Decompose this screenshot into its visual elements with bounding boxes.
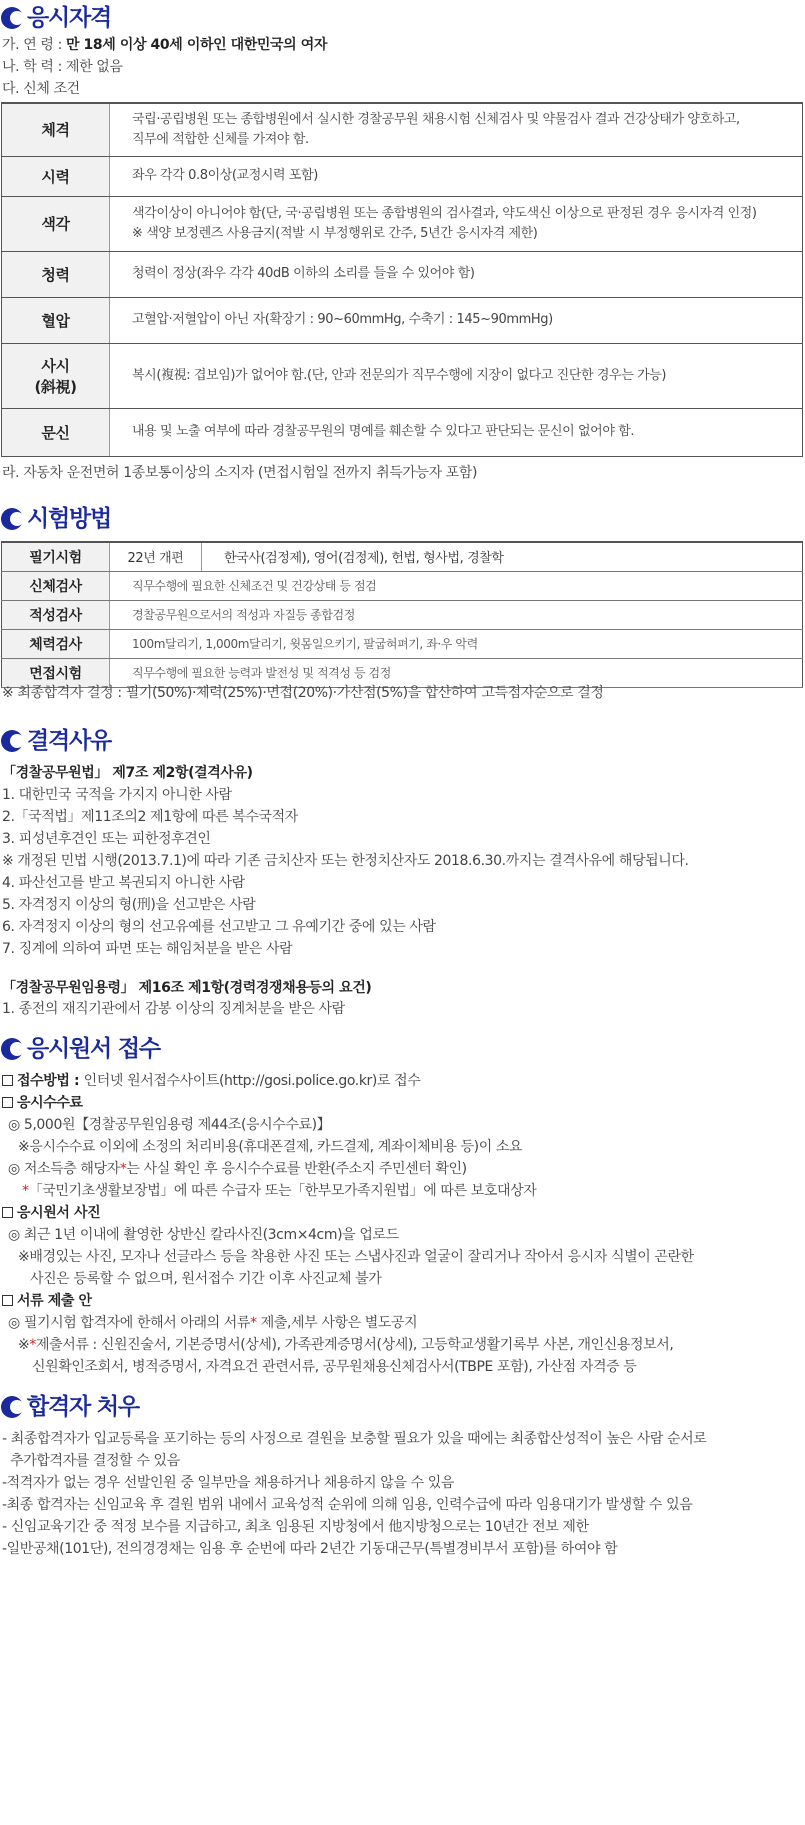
photo-line: 사진은 등록할 수 없으며, 원서접수 기간 이후 사진교체 불가 [30,1271,382,1287]
table-row [2,297,803,343]
treatment-section [0,1393,805,1421]
section-title: 시험방법 [27,506,112,532]
section-bullet-icon [1,1038,23,1060]
checkbox-square-icon [2,1075,13,1086]
fee-heading: 응시수수료 [2,1093,83,1113]
docs-heading: 서류 제출 안 [2,1291,92,1311]
law-heading: 「경찰공무원임용령」 제16조 제1항(경력경쟁채용등의 요건) [2,980,372,996]
checkbox-square-icon [2,1097,13,1108]
table-row [2,600,803,629]
row-value: 복시(複視: 겹보임)가 없어야 함.(단, 안과 전문의가 직무수행에 지장이 없다고 진단한 경우는 가능) [110,343,803,408]
exam-method-table [1,541,803,688]
treatment-header [0,1393,805,1421]
photo-line: ※배경있는 사진, 모자나 선글라스 등을 착용한 사진 또는 스냅사진과 얼굴이 잘리거나 작아서 응시자 식별이 곤란한 [18,1249,694,1265]
row-key: 신체검사 [2,571,110,600]
fee-line: ◎ 5,000원【경찰공무원임용령 제44조(응시수수료)】 [8,1117,331,1133]
list-item: -최종 합격자는 신임교육 후 결원 범위 내에서 교육성적 순위에 의해 임용, 인력수급에 따라 임용대기가 발생할 수 있음 [2,1497,693,1513]
row-value: 내용 및 노출 여부에 따라 경찰공무원의 명예를 훼손할 수 있다고 판단되는 문신이 없어야 함. [110,408,803,456]
list-item: 7. 징계에 의하여 파면 또는 해임처분을 받은 사람 [2,941,293,957]
list-item: 6. 자격정지 이상의 형의 선고유예를 선고받고 그 유예기간 중에 있는 사람 [2,919,436,935]
table-row [2,571,803,600]
row-key: 적성검사 [2,600,110,629]
revision-cell: 22년 개편 [110,542,202,571]
section-title: 결격사유 [27,728,112,754]
disqualification-section [0,727,805,755]
application-header [0,1035,805,1063]
exam-header [0,505,805,533]
list-item: 4. 파산선고를 받고 복권되지 아니한 사람 [2,875,245,891]
row-key: 체력검사 [2,629,110,658]
photo-heading: 응시원서 사진 [2,1203,100,1223]
photo-line: ◎ 최근 1년 이내에 촬영한 상반신 칼라사진(3cm×4cm)을 업로드 [8,1227,399,1243]
row-value: 좌우 각각 0.8이상(교정시력 포함) [110,156,803,196]
row-key: 사시 (斜視) [2,343,110,408]
row-value: 경찰공무원으로서의 적성과 자질등 종합검정 [110,600,803,629]
list-item: 추가합격자를 결정할 수 있음 [2,1453,180,1469]
disqualification-header [0,727,805,755]
list-item: - 최종합격자가 입교등록을 포기하는 등의 사정으로 결원을 보충할 필요가 있을 때에는 최종합산성적이 높은 사람 순서로 [2,1431,707,1447]
row-value: 100m달리기, 1,000m달리기, 윗몸일으키기, 팔굽혀펴기, 좌·우 악력 [110,629,803,658]
row-key: 필기시험 [2,542,110,571]
physical-line: 다. 신체 조건 [2,81,80,97]
apply-method: 접수방법 : 인터넷 원서접수사이트(http://gosi.police.go.kr)로 접수 [2,1071,420,1091]
list-item: -일반공채(101단), 전의경경채는 임용 후 순번에 따라 2년간 기동대근무(특별경비부서 포함)를 하여야 함 [2,1541,618,1557]
exam-section [0,505,805,533]
row-key: 면접시험 [2,658,110,687]
row-value: 고혈압·저혈압이 아닌 자(확장기 : 90~60mmHg, 수축기 : 145~90mmHg) [110,297,803,343]
row-key: 체격 [2,103,110,156]
section-title: 합격자 처우 [27,1394,139,1420]
list-item: 2.「국적법」제11조의2 제1항에 따른 복수국적자 [2,809,298,825]
row-key: 혈압 [2,297,110,343]
eligibility-section [0,4,805,32]
license-line: 라. 자동차 운전면허 1종보통이상의 소지자 (면접시험일 전까지 취득가능자 포함) [2,465,478,481]
row-value: 청력이 정상(좌우 각각 40dB 이하의 소리를 들을 수 있어야 함) [110,251,803,297]
row-value: 국립·공립병원 또는 종합병원에서 실시한 경찰공무원 채용시험 신체검사 및 약물검사 결과 건강상태가 양호하고, 직무에 적합한 신체를 가져야 함. [110,103,803,156]
row-value: 색각이상이 아니어야 함(단, 국·공립병원 또는 종합병원의 검사결과, 약도색신 이상으로 판정된 경우 응시자격 인정) ※ 색양 보정렌즈 사용금지(적발 시 부정행위로 간주, 5년간 응시자격 제한) [110,196,803,251]
eligibility-header [0,4,805,32]
table-row [2,103,803,156]
list-item: 1. 대한민국 국적을 가지지 아니한 사람 [2,787,232,803]
checkbox-square-icon [2,1207,13,1218]
list-item: 5. 자격정지 이상의 형(刑)을 선고받은 사람 [2,897,256,913]
table-row [2,251,803,297]
table-row [2,343,803,408]
table-row [2,408,803,456]
list-item: 3. 피성년후견인 또는 피한정후견인 [2,831,211,847]
section-bullet-icon [1,508,23,530]
docs-line: ※*제출서류 : 신원진술서, 기본증명서(상세), 가족관계증명서(상세), 고등학교생활기록부 사본, 개인신용정보서, [18,1337,674,1353]
section-bullet-icon [1,7,23,29]
row-key: 문신 [2,408,110,456]
law-heading: 「경찰공무원법」 제7조 제2항(결격사유) [2,765,253,781]
table-row [2,196,803,251]
physical-requirements-table [1,102,803,457]
table-row [2,156,803,196]
checkbox-square-icon [2,1295,13,1306]
fee-line: *「국민기초생활보장법」에 따른 수급자 또는「한부모가족지원법」에 따른 보호대상자 [22,1183,537,1199]
fee-line: ◎ 저소득층 해당자*는 사실 확인 후 응시수수료를 반환(주소지 주민센터 확인) [8,1161,467,1177]
table-row [2,542,803,571]
fee-line: ※응시수수료 이외에 소정의 처리비용(휴대폰결제, 카드결제, 계좌이체비용 등)이 소요 [18,1139,523,1155]
list-item: 1. 종전의 재직기관에서 감봉 이상의 징계처분을 받은 사람 [2,1001,345,1017]
row-key: 색각 [2,196,110,251]
final-decision-note: ※ 최종합격자 결정 : 필기(50%)·체력(25%)·면접(20%)·가산점(5%)을 합산하여 고득점자순으로 결정 [2,685,604,701]
row-value: 직무수행에 필요한 신체조건 및 건강상태 등 점검 [110,571,803,600]
section-bullet-icon [1,730,23,752]
row-key: 청력 [2,251,110,297]
list-item: -적격자가 없는 경우 선발인원 중 일부만을 채용하거나 채용하지 않을 수 있음 [2,1475,454,1491]
table-row [2,629,803,658]
education-line: 나. 학 력 : 제한 없음 [2,59,123,75]
age-line: 가. 연 령 : 만 18세 이상 40세 이하인 대한민국의 여자 [2,37,328,53]
row-value: 직무수행에 필요한 능력과 발전성 및 적격성 등 검정 [110,658,803,687]
docs-line: ◎ 필기시험 합격자에 한해서 아래의 서류* 제출,세부 사항은 별도공지 [8,1315,418,1331]
docs-line: 신원확인조회서, 병적증명서, 자격요건 관련서류, 공무원채용신체검사서(TBPE 포함), 가산점 자격증 등 [32,1359,637,1375]
list-item: ※ 개정된 민법 시행(2013.7.1)에 따라 기존 금치산자 또는 한정치산자도 2018.6.30.까지는 결격사유에 해당됩니다. [2,853,689,869]
row-key: 시력 [2,156,110,196]
subjects-cell: 한국사(검정제), 영어(검정제), 헌법, 형사법, 경찰학 [202,542,803,571]
section-title: 응시원서 접수 [27,1036,160,1062]
list-item: - 신임교육기간 중 적정 보수를 지급하고, 최초 임용된 지방청에서 他지방청으로는 10년간 전보 제한 [2,1519,589,1535]
section-bullet-icon [1,1396,23,1418]
application-section [0,1035,805,1063]
section-title: 응시자격 [27,5,112,31]
